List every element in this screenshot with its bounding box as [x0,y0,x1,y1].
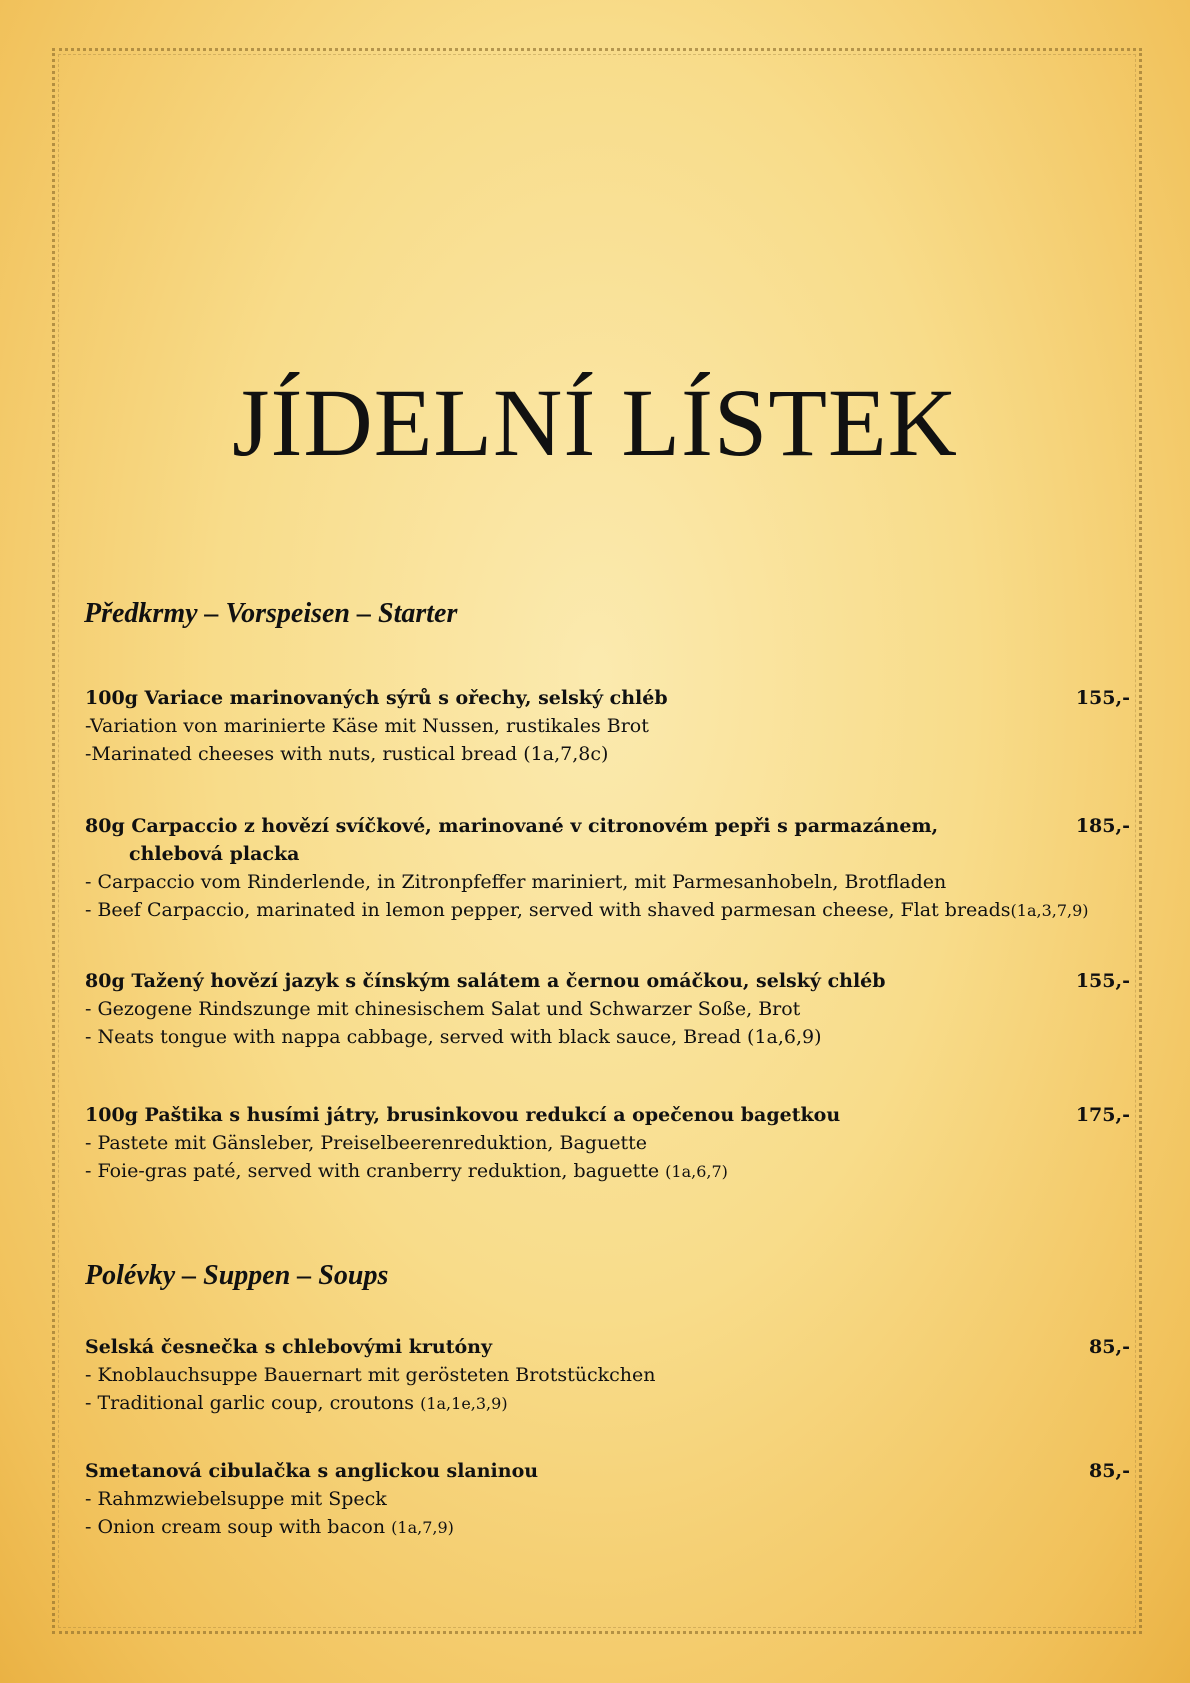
item-desc-en: -Marinated cheeses with nuts, rustical bread (1a,7,8c) [85,743,609,765]
item-price: 185,- [1075,815,1130,837]
item-desc-de: - Carpaccio vom Rinderlende, in Zitronpfeffer mariniert, mit Parmesanhobeln, Brotfladen [85,871,947,893]
item-name-continuation: chlebová placka [129,843,300,865]
item-price: 85,- [1089,1460,1130,1482]
item-desc-en: - Neats tongue with nappa cabbage, served with black sauce, Bread (1a,6,9) [85,1026,822,1048]
item-desc-de: - Pastete mit Gänsleber, Preiselbeerenreduktion, Baguette [85,1132,647,1154]
allergen-codes: (1a,1e,3,9) [420,1394,508,1413]
item-desc-en: - Traditional garlic coup, croutons (1a,1e,3,9) [85,1392,508,1414]
item-desc-de: - Rahmzwiebelsuppe mit Speck [85,1488,387,1510]
item-name: 100g Variace marinovaných sýrů s ořechy, selský chléb [85,687,668,709]
item-desc-en: - Onion cream soup with bacon (1a,7,9) [85,1516,454,1538]
menu-item [85,1101,1130,1186]
item-desc-en: - Foie-gras paté, served with cranberry reduktion, baguette (1a,6,7) [85,1160,728,1182]
allergen-codes: (1a,7,9) [391,1518,454,1537]
item-price: 85,- [1089,1336,1130,1358]
section-heading-soups: Polévky – Suppen – Soups [85,1260,389,1291]
menu-item [85,812,1130,925]
item-name: 80g Carpaccio z hovězí svíčkové, marinované v citronovém pepři s parmazánem, chlebová placka [85,812,1075,868]
item-name: Selská česnečka s chlebovými krutóny [85,1336,492,1358]
item-desc-de: - Gezogene Rindszunge mit chinesischem Salat und Schwarzer Soße, Brot [85,998,801,1020]
item-price: 175,- [1075,1104,1130,1126]
item-price: 155,- [1075,687,1130,709]
allergen-codes: (1a,3,7,9) [1010,901,1089,920]
item-price: 155,- [1075,970,1130,992]
item-desc-de: -Variation von marinierte Käse mit Nussen, rustikales Brot [85,715,649,737]
menu-title: JÍDELNÍ LÍSTEK [232,369,958,476]
allergen-codes: (1a,6,7) [665,1162,728,1181]
item-name: 80g Tažený hovězí jazyk s čínským salátem a černou omáčkou, selský chléb [85,970,886,992]
menu-item [85,684,1130,768]
item-name: 100g Paštika s husími játry, brusinkovou redukcí a opečenou bagetkou [85,1104,841,1126]
item-desc-de: - Knoblauchsuppe Bauernart mit gerösteten Brotstückchen [85,1364,656,1386]
item-desc-en: - Beef Carpaccio, marinated in lemon pepper, served with shaved parmesan cheese, Flat breads(1a,3,7,9) [85,899,1089,921]
section-heading-starters: Předkrmy – Vorspeisen – Starter [84,598,458,629]
menu-item [85,1457,1130,1542]
item-name: Smetanová cibulačka s anglickou slaninou [85,1460,539,1482]
menu-item [85,1333,1130,1418]
menu-item [85,967,1130,1051]
